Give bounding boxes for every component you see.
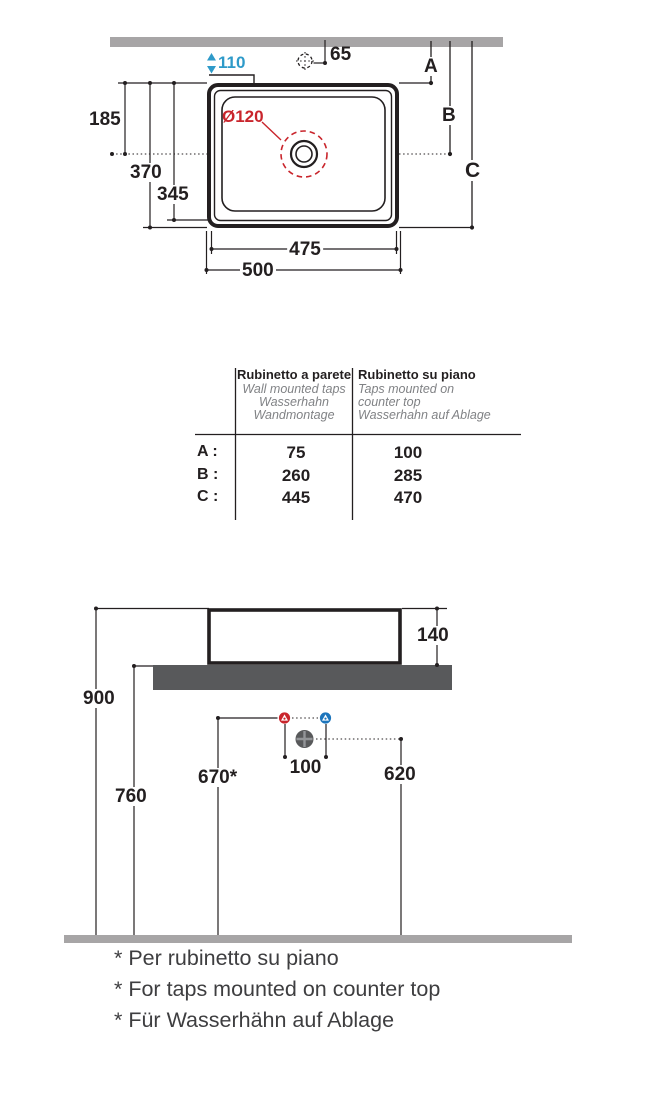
drain-diameter-label: Ø120 (222, 107, 264, 126)
ref-b-label: B (442, 105, 456, 126)
dim-140-dot-top (435, 607, 439, 611)
table-col2-title: Rubinetto su piano (358, 367, 476, 382)
dim-tap-offset-label: 65 (330, 44, 352, 65)
dim-100-label: 100 (289, 757, 322, 778)
basin-elevation-box (209, 610, 400, 663)
table-row-a-counter-value: 100 (393, 443, 423, 462)
table-row-b-counter-value: 285 (393, 466, 423, 485)
dim-basin-depth-label: 110 (218, 53, 246, 72)
table-row-b-label: B : (197, 466, 219, 483)
table-row-c-label: C : (197, 488, 219, 505)
table-row-b-wall-value: 260 (281, 466, 311, 485)
table-col1-sub2: Wasserhahn (259, 395, 329, 409)
dim-620-label: 620 (384, 764, 416, 785)
footnote-german: * Für Wasserhähn auf Ablage (114, 1008, 395, 1032)
depth-callout-bracket (209, 75, 254, 83)
dim-100-dot-left (283, 755, 287, 759)
dim-670-label: 670* (198, 767, 238, 788)
dim-900-dot (94, 607, 98, 611)
cold-water-icon (320, 712, 331, 723)
table-col1-title: Rubinetto a parete (236, 367, 352, 382)
dim-140-label: 140 (417, 625, 449, 646)
wall-bar (110, 37, 503, 47)
table-row-a-label: A : (197, 443, 218, 460)
hot-water-icon (279, 712, 290, 723)
table-row-a-wall-value: 75 (286, 443, 306, 462)
table-col1-sub1: Wall mounted taps (242, 382, 346, 396)
depth-arrows-icon (207, 53, 216, 74)
table-row-c-counter-value: 470 (393, 488, 423, 507)
counter-top-bar (153, 665, 452, 690)
dim-475-label: 475 (289, 239, 321, 260)
footnote-english: * For taps mounted on counter top (114, 977, 441, 1001)
abc-arrow-dots (429, 81, 474, 230)
dim-65-dot (323, 61, 327, 65)
dim-670-dot (216, 716, 220, 720)
dim-140-dot-bottom (435, 663, 439, 667)
dim-670-lines (218, 718, 278, 935)
dim-370-label: 370 (130, 162, 162, 183)
left-dimension-lines (118, 83, 209, 228)
footnote-italian: * Per rubinetto su piano (114, 946, 339, 970)
table-col2-sub3: Wasserhahn auf Ablage (358, 408, 491, 422)
centerline-end-dot (110, 152, 114, 156)
table-row-c-wall-value: 445 (281, 488, 311, 507)
dim-760-dot (132, 664, 136, 668)
floor-bar (64, 935, 572, 943)
ref-c-label: C (465, 159, 481, 182)
table-col2-sub2: counter top (358, 395, 421, 409)
dim-900-label: 900 (83, 688, 115, 709)
dim-500-label: 500 (242, 260, 274, 281)
dim-620-dot (399, 737, 403, 741)
drain-elevation-icon (296, 730, 314, 748)
ref-a-label: A (424, 56, 438, 77)
dim-185-label: 185 (89, 109, 121, 130)
dim-900-760-lines (96, 609, 153, 936)
dim-760-label: 760 (115, 786, 147, 807)
dim-345-label: 345 (157, 184, 189, 205)
dim-100-dot-right (324, 755, 328, 759)
table-col1-sub3: Wandmontage (253, 408, 335, 422)
table-col2-sub1: Taps mounted on (358, 382, 455, 396)
